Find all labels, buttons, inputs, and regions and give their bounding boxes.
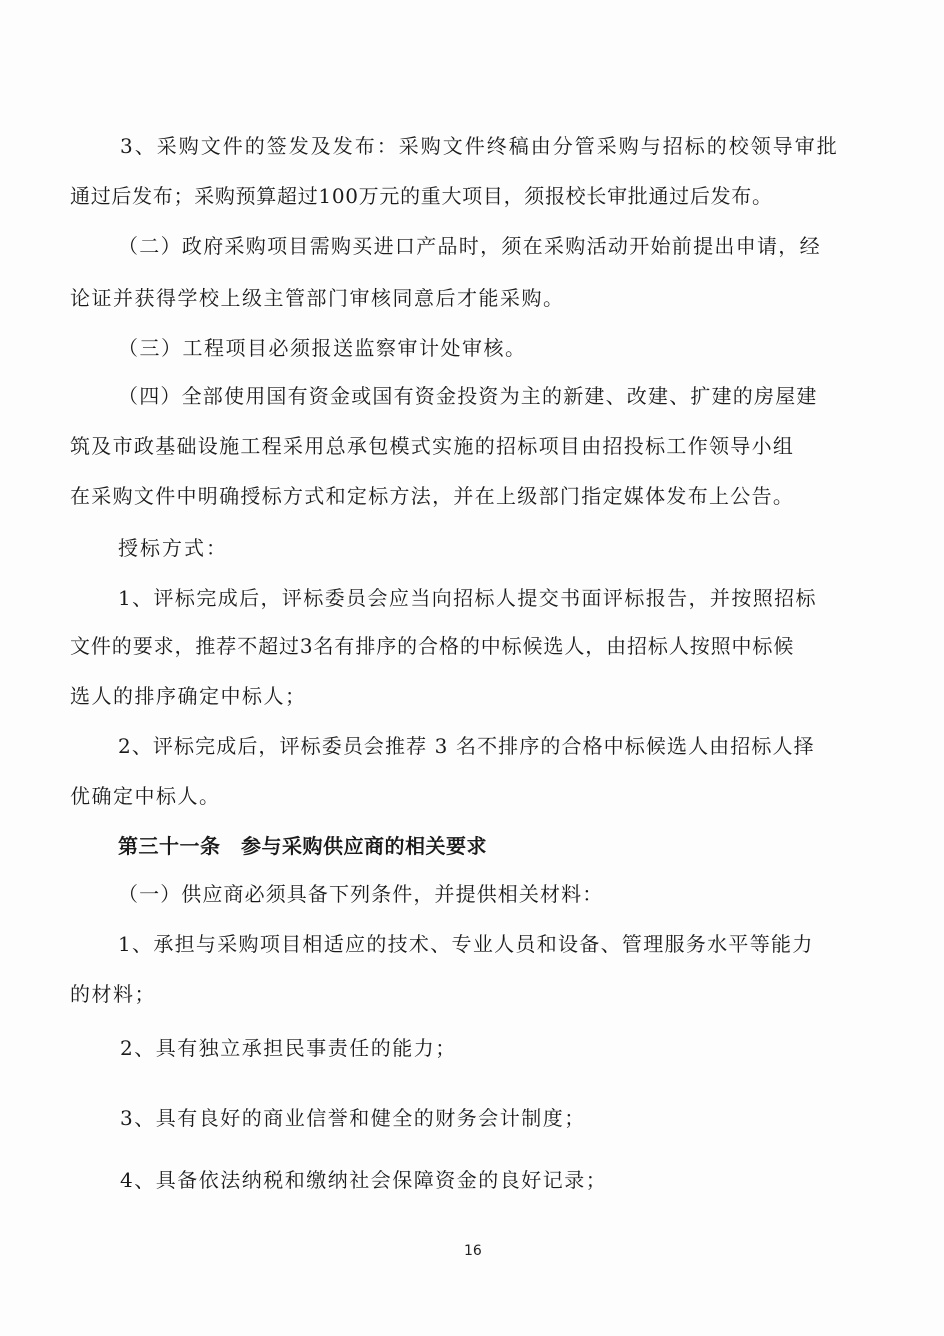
- paragraph-line: 3、具有良好的商业信誉和健全的财务会计制度；: [120, 1106, 586, 1130]
- page-number: 16: [464, 1243, 482, 1259]
- paragraph-line: 2、具有独立承担民事责任的能力；: [120, 1036, 457, 1060]
- paragraph-line: （三）工程项目必须报送监察审计处审核。: [118, 336, 527, 360]
- paragraph-line: 论证并获得学校上级主管部门审核同意后才能采购。: [70, 286, 565, 310]
- paragraph-line: 筑及市政基础设施工程采用总承包模式实施的招标项目由招投标工作领导小组: [70, 434, 795, 458]
- paragraph-line: （一）供应商必须具备下列条件，并提供相关材料：: [118, 882, 604, 906]
- paragraph-line: 优确定中标人。: [70, 784, 221, 808]
- paragraph-line: 文件的要求，推荐不超过3名有排序的合格的中标候选人，由招标人按照中标候: [70, 634, 795, 658]
- paragraph-line: 3、采购文件的签发及发布：采购文件终稿由分管采购与招标的校领导审批: [120, 134, 839, 158]
- paragraph-line: 选人的排序确定中标人；: [70, 684, 307, 708]
- paragraph-line: 的材料；: [70, 982, 156, 1006]
- paragraph-line: 在采购文件中明确授标方式和定标方法，并在上级部门指定媒体发布上公告。: [70, 484, 795, 508]
- paragraph-line: 1、评标完成后，评标委员会应当向招标人提交书面评标报告，并按照招标: [118, 586, 817, 610]
- paragraph-line: 4、具备依法纳税和缴纳社会保障资金的良好记录；: [120, 1168, 608, 1192]
- paragraph-line: 通过后发布；采购预算超过100万元的重大项目，须报校长审批通过后发布。: [70, 184, 773, 208]
- paragraph-line: 授标方式：: [118, 536, 228, 560]
- paragraph-line: （四）全部使用国有资金或国有资金投资为主的新建、改建、扩建的房屋建: [118, 384, 818, 408]
- paragraph-line: （二）政府采购项目需购买进口产品时，须在采购活动开始前提出申请，经: [118, 234, 821, 258]
- paragraph-line: 1、承担与采购项目相适应的技术、专业人员和设备、管理服务水平等能力: [118, 932, 814, 956]
- paragraph-line: 2、评标完成后，评标委员会推荐 3 名不排序的合格中标候选人由招标人择: [118, 734, 815, 758]
- article-heading: 第三十一条 参与采购供应商的相关要求: [118, 834, 487, 858]
